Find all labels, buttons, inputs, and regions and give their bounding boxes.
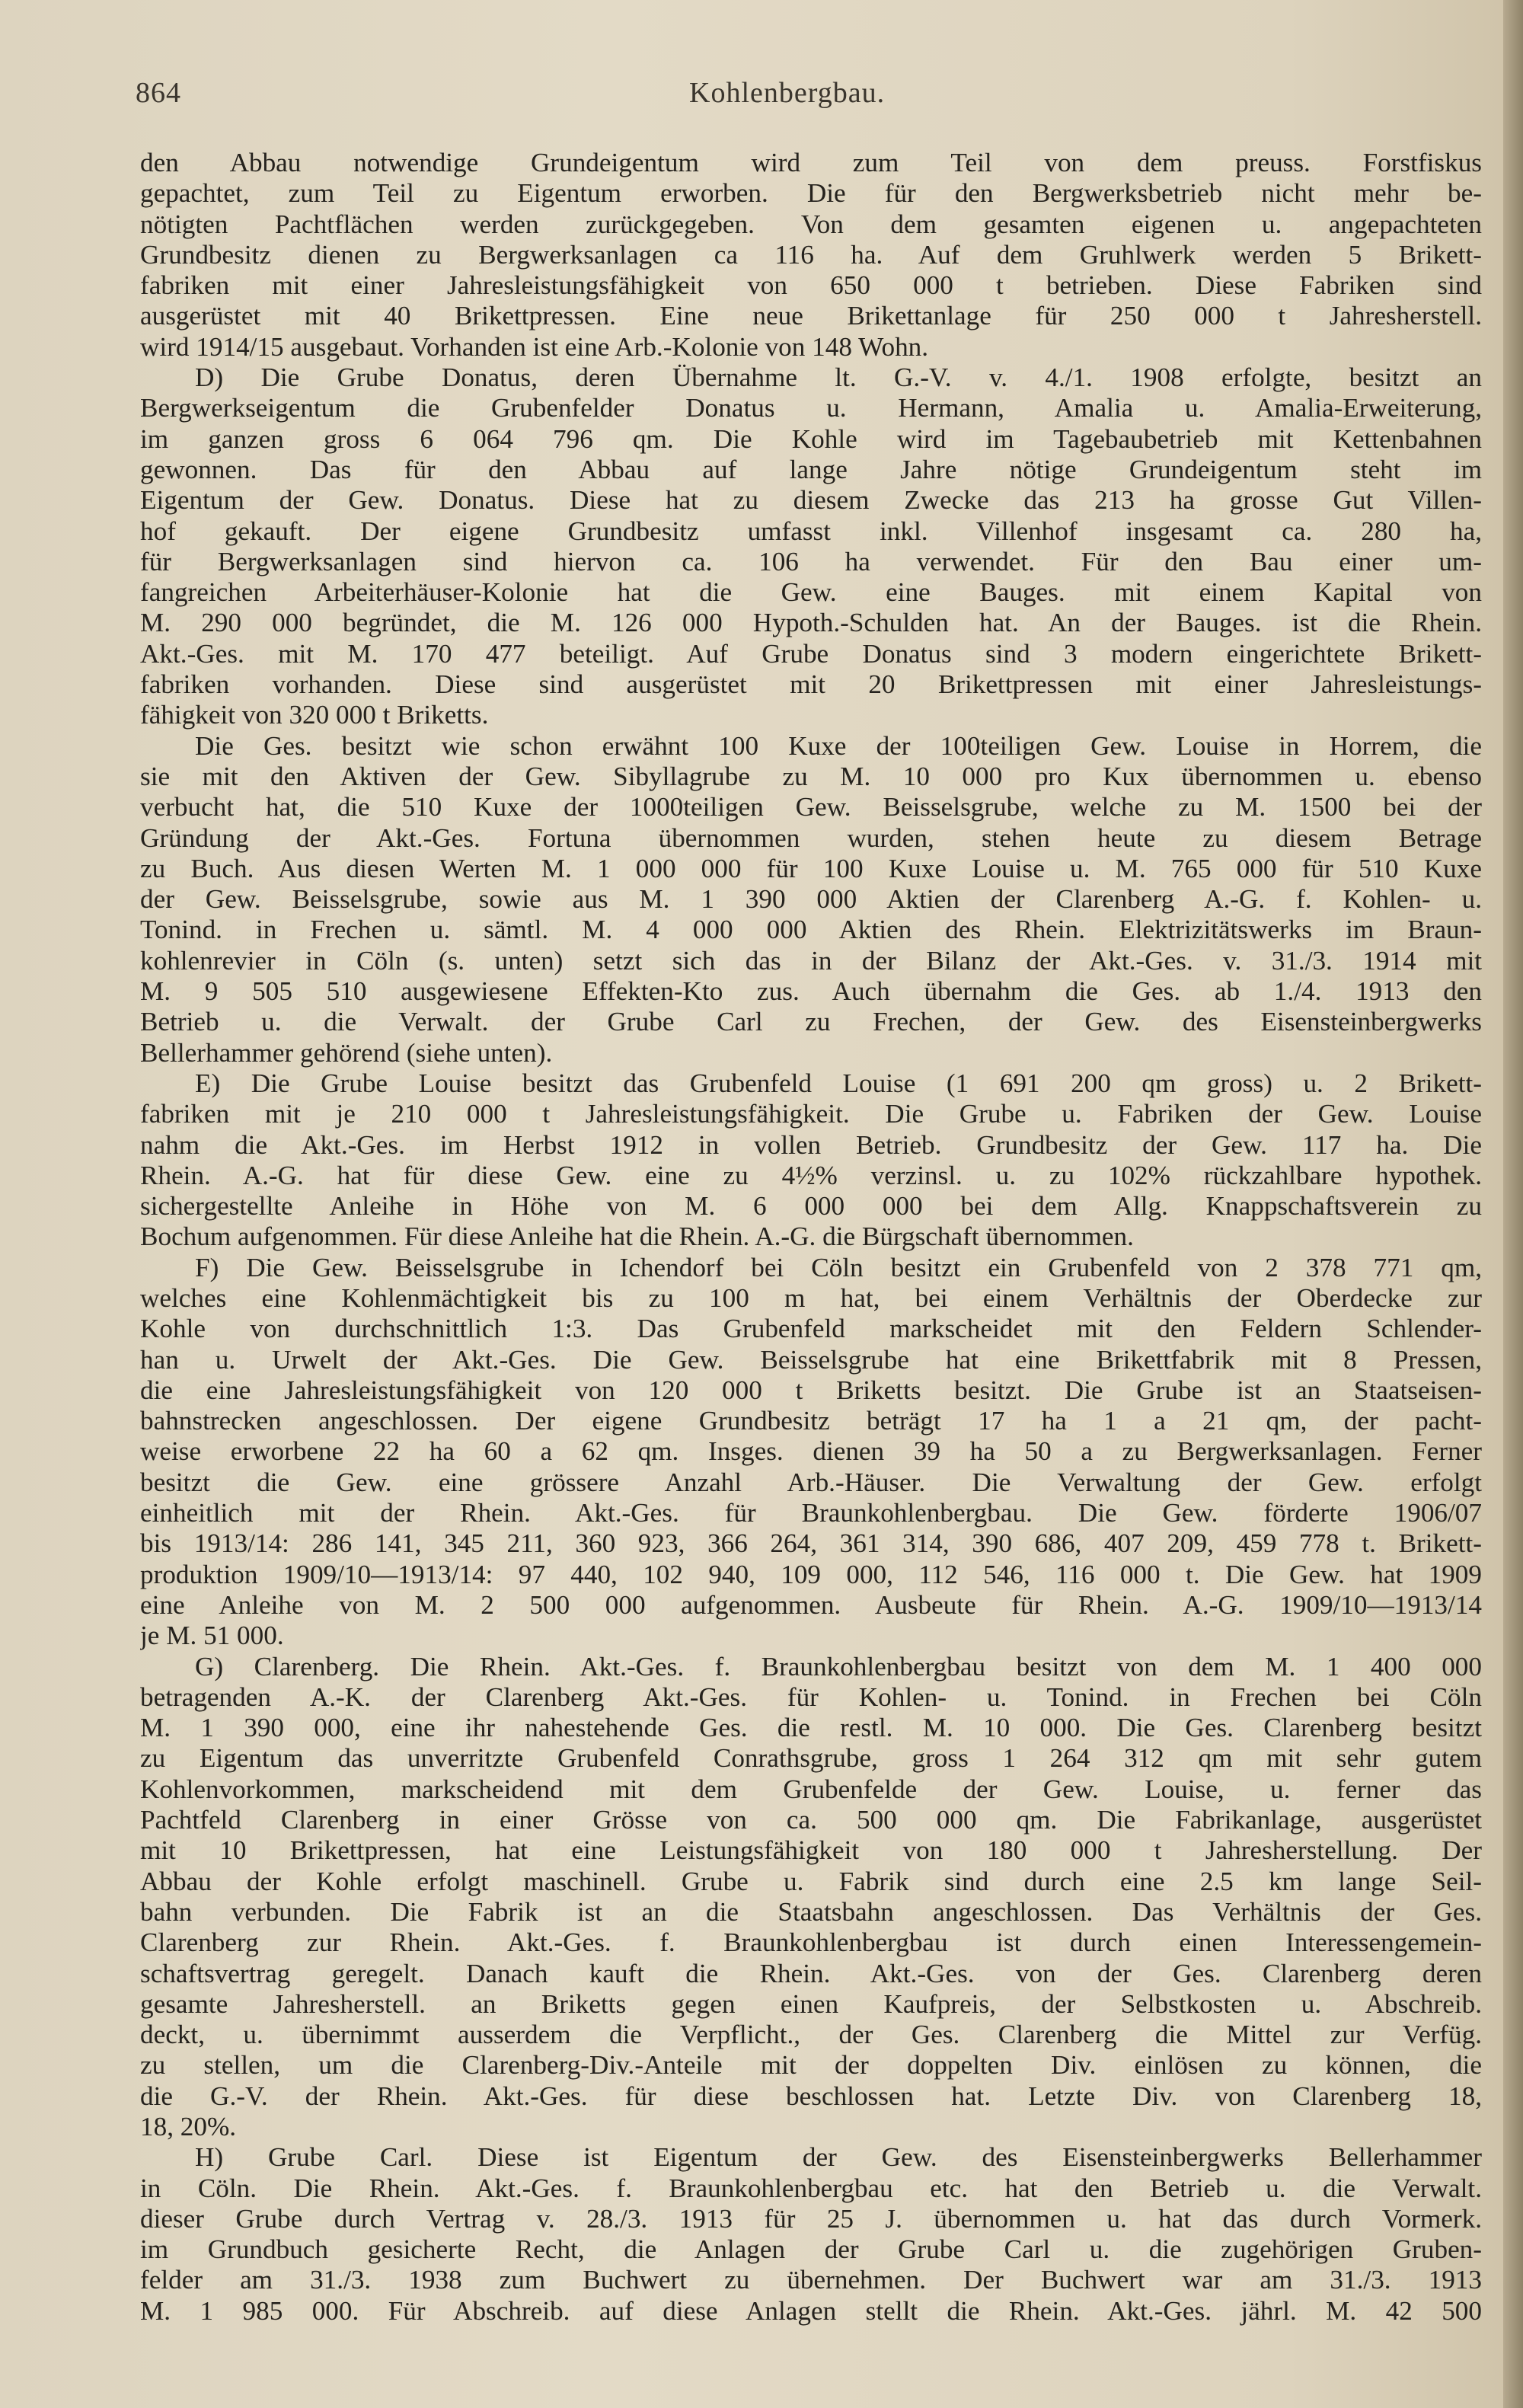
text-line: in Cöln. Die Rhein. Akt.-Ges. f. Braunkohlenbergbau etc. hat den Betrieb u. die Verwalt. (140, 2173, 1482, 2203)
text-line: Die Ges. besitzt wie schon erwähnt 100 Kuxe der 100teiligen Gew. Louise in Horrem, die (195, 730, 1482, 761)
text-line: für Bergwerksanlagen sind hiervon ca. 106 ha verwendet. Für den Bau einer um- (140, 546, 1482, 576)
text-line: Grundbesitz dienen zu Bergwerksanlagen ca 116 ha. Auf dem Gruhlwerk werden 5 Brikett- (140, 239, 1482, 270)
text-line: M. 9 505 510 ausgewiesene Effekten-Kto zus. Auch übernahm die Ges. ab 1./4. 1913 den (140, 976, 1482, 1007)
text-line: fangreichen Arbeiterhäuser-Kolonie hat die Gew. eine Bauges. mit einem Kapital von (140, 577, 1482, 608)
text-line: 18, 20%. (140, 2112, 237, 2141)
text-line: fabriken mit einer Jahresleistungsfähigkeit von 650 000 t betrieben. Diese Fabriken sind (140, 270, 1482, 301)
text-line: Clarenberg zur Rhein. Akt.-Ges. f. Braunkohlenbergbau ist durch einen Interessengemein- (140, 1927, 1482, 1958)
text-line: fähigkeit von 320 000 t Briketts. (140, 700, 489, 730)
text-line: ausgerüstet mit 40 Brikettpressen. Eine neue Brikettanlage für 250 000 t Jahresherstell. (140, 301, 1482, 331)
text-line: gewonnen. Das für den Abbau auf lange Jahre nötige Grundeigentum steht im (140, 454, 1482, 484)
text-line: die G.-V. der Rhein. Akt.-Ges. für diese beschlossen hat. Letzte Div. von Clarenberg 18, (140, 2081, 1482, 2111)
text-line: betragenden A.-K. der Clarenberg Akt.-Ges. für Kohlen- u. Tonind. in Frechen bei Cöln (140, 1681, 1482, 1712)
text-line: G) Clarenberg. Die Rhein. Akt.-Ges. f. Braunkohlenbergbau besitzt von dem M. 1 400 000 (195, 1651, 1482, 1681)
text-line: Gründung der Akt.-Ges. Fortuna übernommen wurden, stehen heute zu diesem Betrage (140, 822, 1482, 853)
text-line: besitzt die Gew. eine grössere Anzahl Arb.-Häuser. Die Verwaltung der Gew. erfolgt (140, 1467, 1482, 1497)
text-line: Tonind. in Frechen u. sämtl. M. 4 000 000 Aktien des Rhein. Elektrizitätswerks im Braun- (140, 915, 1482, 945)
text-line: kohlenrevier in Cöln (s. unten) setzt sich das in der Bilanz der Akt.-Ges. v. 31./3. 1914 mit (140, 945, 1482, 976)
running-head: Kohlenbergbau. (689, 77, 886, 109)
text-line: weise erworbene 22 ha 60 a 62 qm. Insges. dienen 39 ha 50 a zu Bergwerksanlagen. Ferner (140, 1436, 1482, 1467)
text-line: bahnstrecken angeschlossen. Der eigene Grundbesitz beträgt 17 ha 1 a 21 qm, der pacht- (140, 1406, 1482, 1436)
text-line: je M. 51 000. (140, 1621, 284, 1651)
text-line: felder am 31./3. 1938 zum Buchwert zu übernehmen. Der Buchwert war am 31./3. 1913 (140, 2265, 1482, 2295)
text-line: die eine Jahresleistungsfähigkeit von 120 000 t Briketts besitzt. Die Grube ist an Staatseisen- (140, 1375, 1482, 1405)
text-line: Eigentum der Gew. Donatus. Diese hat zu diesem Zwecke das 213 ha grosse Gut Villen- (140, 485, 1482, 516)
text-line: wird 1914/15 ausgebaut. Vorhanden ist eine Arb.-Kolonie von 148 Wohn. (140, 331, 929, 362)
text-line: im Grundbuch gesicherte Recht, die Anlagen der Grube Carl u. die zugehörigen Gruben- (140, 2234, 1482, 2265)
text-line: produktion 1909/10—1913/14: 97 440, 102 940, 109 000, 112 546, 116 000 t. Die Gew. hat 1909 (140, 1559, 1482, 1589)
text-line: Rhein. A.-G. hat für diese Gew. eine zu 4½% verzinsl. u. zu 102% rückzahlbare hypothek. (140, 1160, 1482, 1190)
text-line: sie mit den Aktiven der Gew. Sibyllagrube zu M. 10 000 pro Kux übernommen u. ebenso (140, 761, 1482, 791)
text-line: gesamte Jahresherstell. an Briketts gegen einen Kaufpreis, der Selbstkosten u. Abschreib. (140, 1988, 1482, 2019)
text-line: Betrieb u. die Verwalt. der Grube Carl zu Frechen, der Gew. des Eisensteinbergwerks (140, 1007, 1482, 1037)
text-line: Abbau der Kohle erfolgt maschinell. Grube u. Fabrik sind durch eine 2.5 km lange Seil- (140, 1866, 1482, 1896)
text-line: hof gekauft. Der eigene Grundbesitz umfasst inkl. Villenhof insgesamt ca. 280 ha, (140, 516, 1482, 546)
text-line: zu Buch. Aus diesen Werten M. 1 000 000 für 100 Kuxe Louise u. M. 765 000 für 510 Kuxe (140, 853, 1482, 883)
text-line: F) Die Gew. Beisselsgrube in Ichendorf bei Cöln besitzt ein Grubenfeld von 2 378 771 qm, (195, 1252, 1482, 1282)
text-line: dieser Grube durch Vertrag v. 28./3. 1913 für 25 J. übernommen u. hat das durch Vormerk. (140, 2203, 1482, 2234)
text-line: bis 1913/14: 286 141, 345 211, 360 923, 366 264, 361 314, 390 686, 407 209, 459 778 t. Brikett- (140, 1528, 1482, 1559)
text-line: H) Grube Carl. Diese ist Eigentum der Gew. des Eisensteinbergwerks Bellerhammer (195, 2142, 1482, 2173)
text-line: deckt, u. übernimmt ausserdem die Verpflicht., der Ges. Clarenberg die Mittel zur Verfüg. (140, 2020, 1482, 2050)
text-line: fabriken vorhanden. Diese sind ausgerüstet mit 20 Brikettpressen mit einer Jahresleistungs- (140, 669, 1482, 700)
text-line: der Gew. Beisselsgrube, sowie aus M. 1 390 000 Aktien der Clarenberg A.-G. f. Kohlen- u. (140, 884, 1482, 915)
text-line: M. 1 390 000, eine ihr nahestehende Ges. die restl. M. 10 000. Die Ges. Clarenberg besitzt (140, 1713, 1482, 1743)
text-line: den Abbau notwendige Grundeigentum wird zum Teil von dem preuss. Forstfiskus (140, 148, 1482, 177)
text-line: Kohle von durchschnittlich 1:3. Das Grubenfeld markscheidet mit den Feldern Schlender- (140, 1314, 1482, 1344)
text-line: bahn verbunden. Die Fabrik ist an die Staatsbahn angeschlossen. Das Verhältnis der Ges. (140, 1896, 1482, 1927)
text-line: M. 290 000 begründet, die M. 126 000 Hypoth.-Schulden hat. An der Bauges. ist die Rhein. (140, 608, 1482, 638)
text-line: schaftsvertrag geregelt. Danach kauft die Rhein. Akt.-Ges. von der Ges. Clarenberg deren (140, 1958, 1482, 1988)
text-line: verbucht hat, die 510 Kuxe der 1000teiligen Gew. Beisselsgrube, welche zu M. 1500 bei der (140, 792, 1482, 822)
text-line: Bochum aufgenommen. Für diese Anleihe hat die Rhein. A.-G. die Bürgschaft übernommen. (140, 1222, 1134, 1252)
text-line: han u. Urwelt der Akt.-Ges. Die Gew. Beisselsgrube hat eine Brikettfabrik mit 8 Pressen, (140, 1344, 1482, 1375)
text-line: welches eine Kohlenmächtigkeit bis zu 100 m hat, bei einem Verhältnis der Oberdecke zur (140, 1282, 1482, 1313)
text-line: eine Anleihe von M. 2 500 000 aufgenommen. Ausbeute für Rhein. A.-G. 1909/10—1913/14 (140, 1589, 1482, 1620)
page-edge (1503, 0, 1523, 2408)
text-line: Bellerhammer gehörend (siehe unten). (140, 1037, 553, 1068)
text-line: fabriken mit je 210 000 t Jahresleistungsfähigkeit. Die Grube u. Fabriken der Gew. Louise (140, 1099, 1482, 1129)
text-line: E) Die Grube Louise besitzt das Grubenfeld Louise (1 691 200 qm gross) u. 2 Brikett- (195, 1068, 1482, 1098)
page-number: 864 (136, 77, 181, 109)
text-line: Akt.-Ges. mit M. 170 477 beteiligt. Auf Grube Donatus sind 3 modern eingerichtete Brikett- (140, 638, 1482, 669)
text-line: D) Die Grube Donatus, deren Übernahme lt. G.-V. v. 4./1. 1908 erfolgte, besitzt an (195, 362, 1482, 393)
text-line: sichergestellte Anleihe in Höhe von M. 6 000 000 bei dem Allg. Knappschaftsverein zu (140, 1191, 1482, 1222)
text-line: Bergwerkseigentum die Grubenfelder Donatus u. Hermann, Amalia u. Amalia-Erweiterung, (140, 393, 1482, 423)
text-line: zu stellen, um die Clarenberg-Div.-Anteile mit der doppelten Div. einlösen zu können, die (140, 2050, 1482, 2081)
text-line: Pachtfeld Clarenberg in einer Grösse von ca. 500 000 qm. Die Fabrikanlage, ausgerüstet (140, 1805, 1482, 1835)
text-line: einheitlich mit der Rhein. Akt.-Ges. für Braunkohlenbergbau. Die Gew. förderte 1906/07 (140, 1498, 1482, 1528)
text-line: zu Eigentum das unverritzte Grubenfeld Conrathsgrube, gross 1 264 312 qm mit sehr gutem (140, 1743, 1482, 1774)
text-line: gepachtet, zum Teil zu Eigentum erworben. Die für den Bergwerksbetrieb nicht mehr be- (140, 178, 1482, 209)
text-line: M. 1 985 000. Für Abschreib. auf diese Anlagen stellt die Rhein. Akt.-Ges. jährl. M. 42 500 (140, 2295, 1482, 2326)
text-line: nötigten Pachtflächen werden zurückgegeben. Von dem gesamten eigenen u. angepachteten (140, 209, 1482, 239)
text-line: im ganzen gross 6 064 796 qm. Die Kohle wird im Tagebaubetrieb mit Kettenbahnen (140, 423, 1482, 454)
body-text (140, 148, 1482, 2327)
text-line: Kohlenvorkommen, markscheidend mit dem Grubenfelde der Gew. Louise, u. ferner das (140, 1774, 1482, 1804)
text-line: nahm die Akt.-Ges. im Herbst 1912 in vollen Betrieb. Grundbesitz der Gew. 117 ha. Die (140, 1129, 1482, 1160)
page-header (0, 76, 1517, 122)
text-line: mit 10 Brikettpressen, hat eine Leistungsfähigkeit von 180 000 t Jahresherstellung. Der (140, 1835, 1482, 1866)
